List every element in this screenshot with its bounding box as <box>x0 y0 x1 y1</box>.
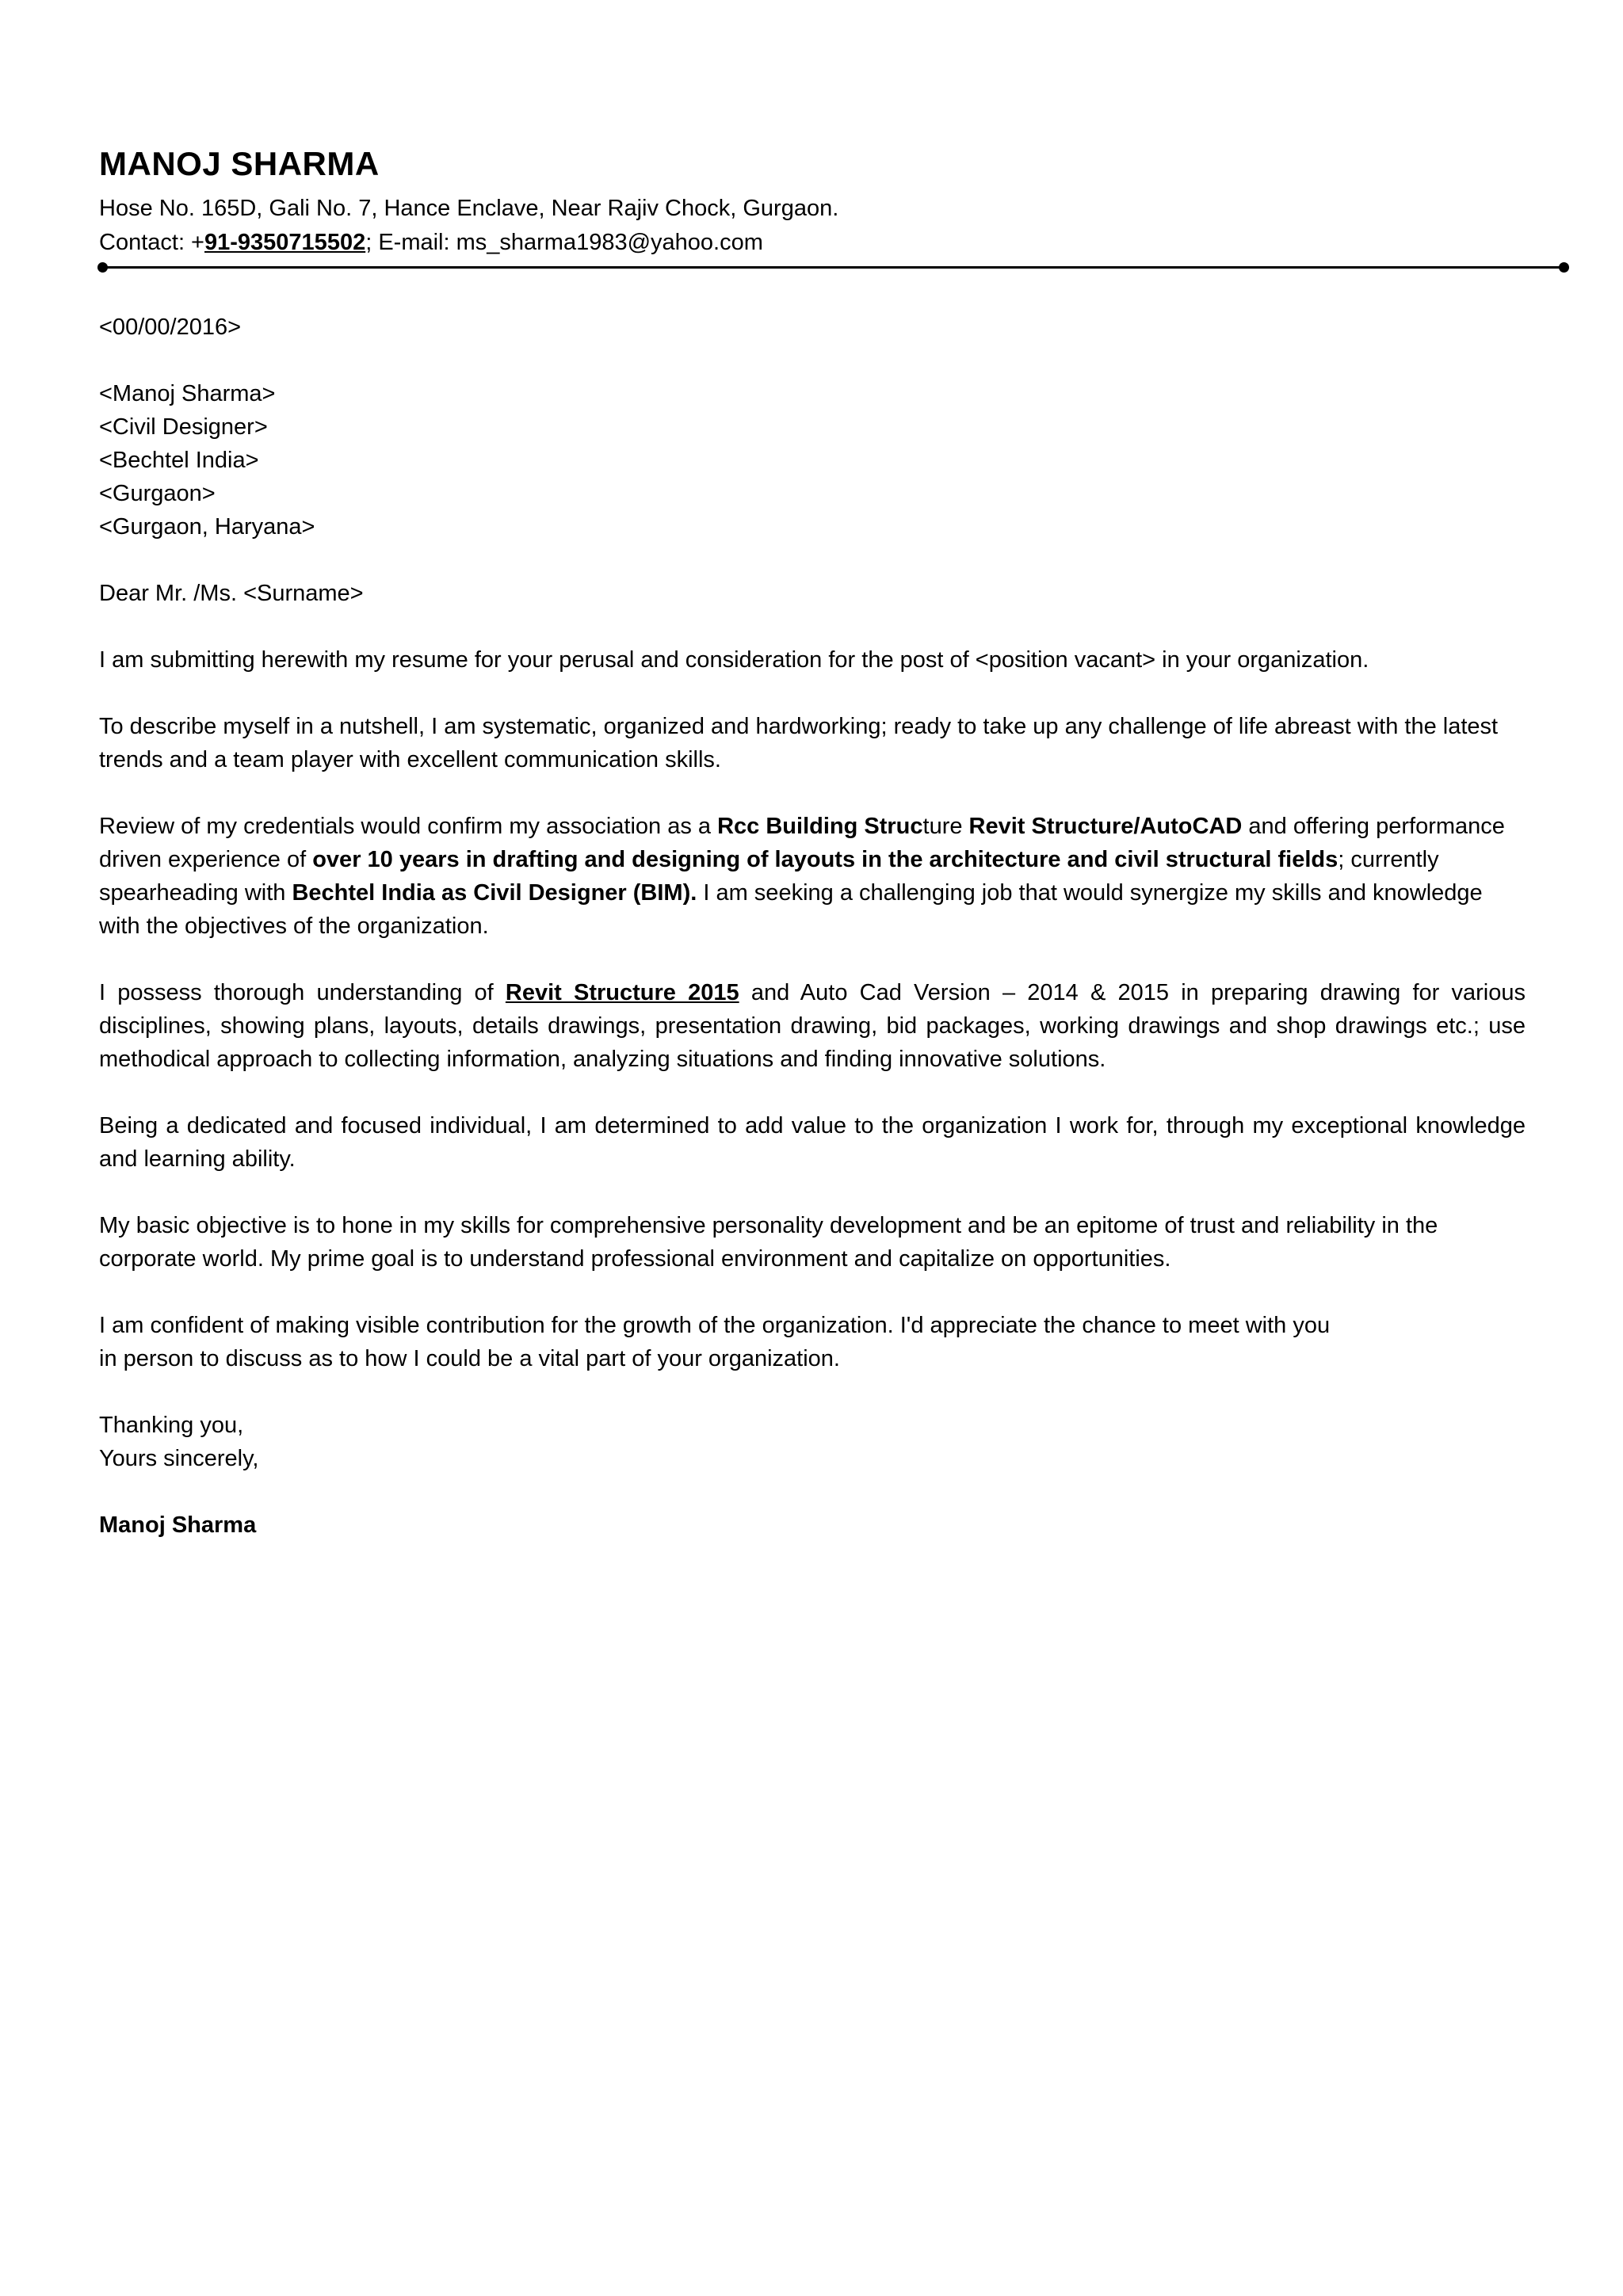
paragraph-self-description: To describe myself in a nutshell, I am systematic, organized and hardworking; ready to take up any challenge of life abreast with the latest trends and a team player with excellent communication skills. <box>99 714 1499 772</box>
paragraph-dedication: Being a dedicated and focused individual, I am determined to add value to the organization I work for, through my exceptional knowledge and learning ability. <box>99 1113 1526 1172</box>
credentials-text-3: and offering performance driven experience of <box>99 814 1505 872</box>
recipient-company: <Bechtel India> <box>99 448 259 473</box>
paragraph-confidence-line-2: in person to discuss as to how I could be a vital part of your organization. <box>99 1346 840 1371</box>
paragraph-intro: I am submitting herewith my resume for your perusal and consideration for the post of <position vacant> in your organization. <box>99 647 1369 673</box>
phone-number: 91-9350715502 <box>204 230 366 255</box>
salutation: Dear Mr. /Ms. <Surname> <box>99 581 364 606</box>
applicant-name: MANOJ SHARMA <box>99 145 380 182</box>
rule-right-dot <box>1559 262 1569 273</box>
paragraph-confidence-line-1: I am confident of making visible contribution for the growth of the organization. I'd appreciate the chance to meet with you <box>99 1313 1331 1338</box>
recipient-name: <Manoj Sharma> <box>99 381 276 406</box>
email-text: ; E-mail: ms_sharma1983@yahoo.com <box>365 230 763 255</box>
paragraph-credentials <box>99 810 1526 943</box>
credentials-text-1: Review of my credentials would confirm my association as a <box>99 814 718 839</box>
closing-sincerely: Yours sincerely, <box>99 1446 259 1471</box>
letter-date: <00/00/2016> <box>99 315 242 340</box>
credentials-text-2: ture <box>922 814 969 839</box>
recipient-state: <Gurgaon, Haryana> <box>99 514 315 540</box>
contact-prefix: Contact: + <box>99 230 204 255</box>
skills-text-1: I possess thorough understanding of <box>99 980 506 1005</box>
credentials-bold-3: over 10 years in drafting and designing of layouts in the architecture and civil structural fields <box>312 847 1338 872</box>
credentials-bold-2: Revit Structure/AutoCAD <box>968 814 1243 839</box>
skills-bold-revit: Revit Structure 2015 <box>505 980 739 1005</box>
recipient-title: <Civil Designer> <box>99 414 268 440</box>
skills-text-2: and Auto Cad Version – 2014 & 2015 in preparing drawing for various disciplines, showing plans, layouts, details drawings, presentation drawing, bid packages, working drawings and shop drawings etc.; use methodical approach to collecting information, analyzing situations and finding innovative solutions. <box>99 980 1526 1072</box>
credentials-bold-1: Rcc Building Struc <box>717 814 923 839</box>
applicant-contact <box>99 226 763 259</box>
signature-name: Manoj Sharma <box>99 1512 257 1538</box>
credentials-text-5: I am seeking a challenging job that would synergize my skills and knowledge with the objectives of the organization. <box>99 880 1483 939</box>
header-divider <box>99 266 1565 269</box>
credentials-bold-4: Bechtel India as Civil Designer (BIM). <box>292 880 697 906</box>
closing-thanks: Thanking you, <box>99 1413 244 1438</box>
paragraph-skills <box>99 976 1526 1076</box>
recipient-city: <Gurgaon> <box>99 481 216 506</box>
paragraph-objective: My basic objective is to hone in my skills for comprehensive personality development and be an epitome of trust and reliability in the corporate world. My prime goal is to understand professional environment and capitalize on opportunities. <box>99 1213 1438 1272</box>
applicant-address: Hose No. 165D, Gali No. 7, Hance Enclave, Near Rajiv Chock, Gurgaon. <box>99 196 839 221</box>
credentials-text-4: ; currently spearheading with <box>99 847 1439 906</box>
